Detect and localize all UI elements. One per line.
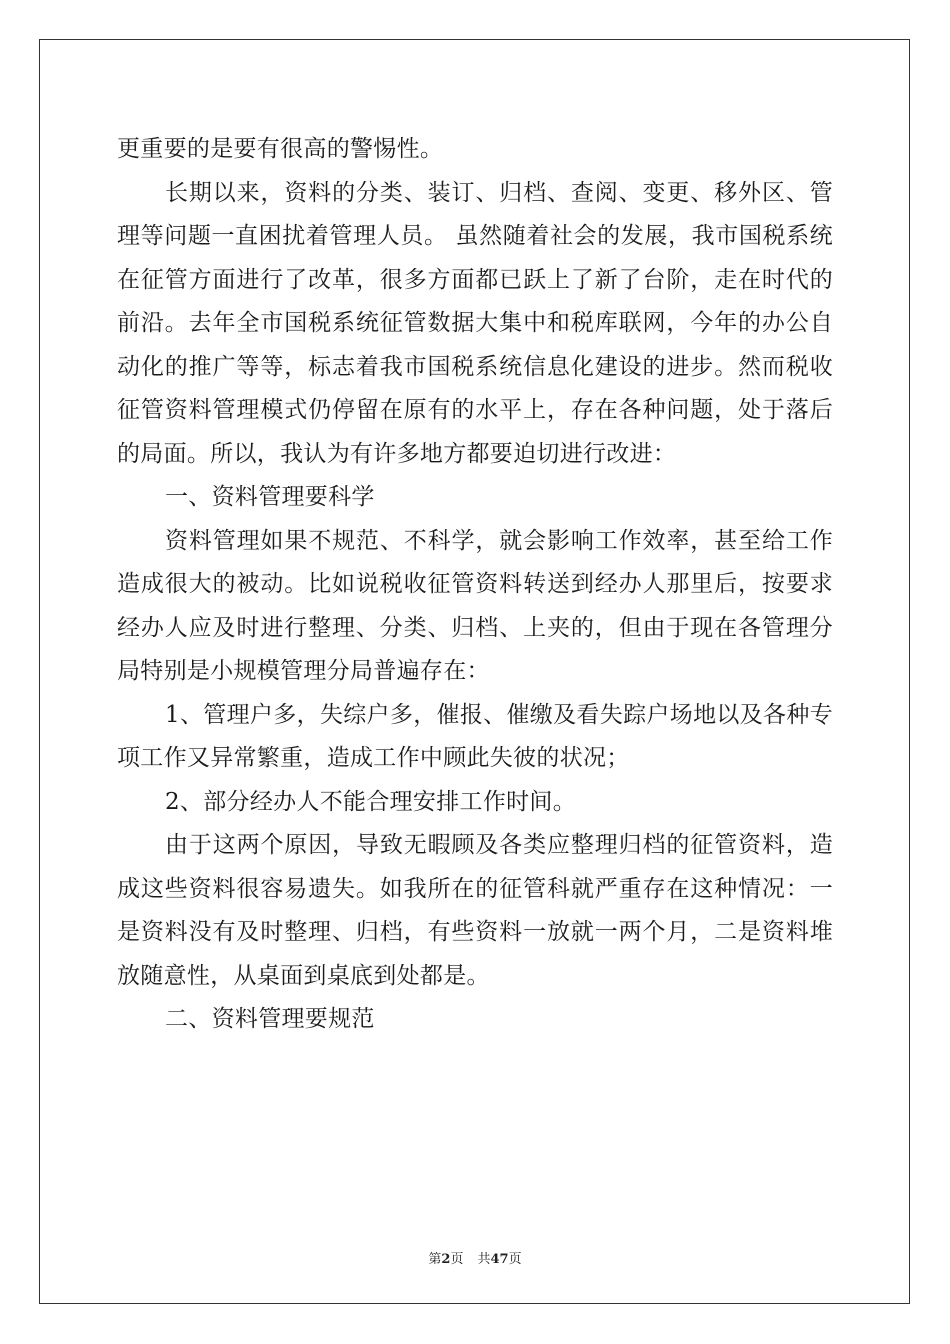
paragraph: 由于这两个原因，导致无暇顾及各类应整理归档的征管资料，造成这些资料很容易遗失。如我所在的征管科就严重存在这种情况：一是资料没有及时整理、归档，有些资料一放就一两个月，二是资料堆放随意性，从桌面到桌底到处都是。	[117, 832, 833, 989]
section-heading: 一、资料管理要科学	[165, 484, 375, 510]
list-item: 2、部分经办人不能合理安排工作时间。	[165, 788, 577, 815]
document-body	[117, 128, 833, 1042]
paragraph: 更重要的是要有很高的警惕性。	[117, 136, 444, 162]
paragraph: 资料管理如果不规范、不科学，就会影响工作效率，甚至给工作造成很大的被动。比如说税收征管资料转送到经办人那里后，按要求经办人应及时进行整理、分类、归档、上夹的，但由于现在各管理分局特别是小规模管理分局普遍存在：	[117, 527, 833, 684]
page-label: 第	[428, 1252, 442, 1267]
page-footer	[0, 1248, 950, 1267]
page-suffix: 页	[450, 1252, 464, 1267]
section-heading: 二、资料管理要规范	[165, 1006, 375, 1032]
paragraph: 长期以来，资料的分类、装订、归档、查阅、变更、移外区、管理等问题一直困扰着管理人员。 虽然随着社会的发展，我市国税系统在征管方面进行了改革，很多方面都已跃上了新了台阶，走在时代的前沿。去年全市国税系统征管数据大集中和税库联网，今年的办公自动化的推广等等，标志着我市国税系统信息化建设的进步。然而税收征管资料管理模式仍停留在原有的水平上，存在各种问题，处于落后的局面。所以，我认为有许多地方都要迫切进行改进：	[117, 179, 833, 467]
total-label: 共	[477, 1252, 491, 1267]
total-pages: 47	[490, 1252, 509, 1267]
total-suffix: 页	[508, 1252, 522, 1267]
list-item: 1、管理户多，失综户多，催报、催缴及看失踪户场地以及各种专项工作又异常繁重，造成工作中顾此失彼的状况；	[117, 701, 833, 771]
page-number: 2	[441, 1252, 451, 1267]
